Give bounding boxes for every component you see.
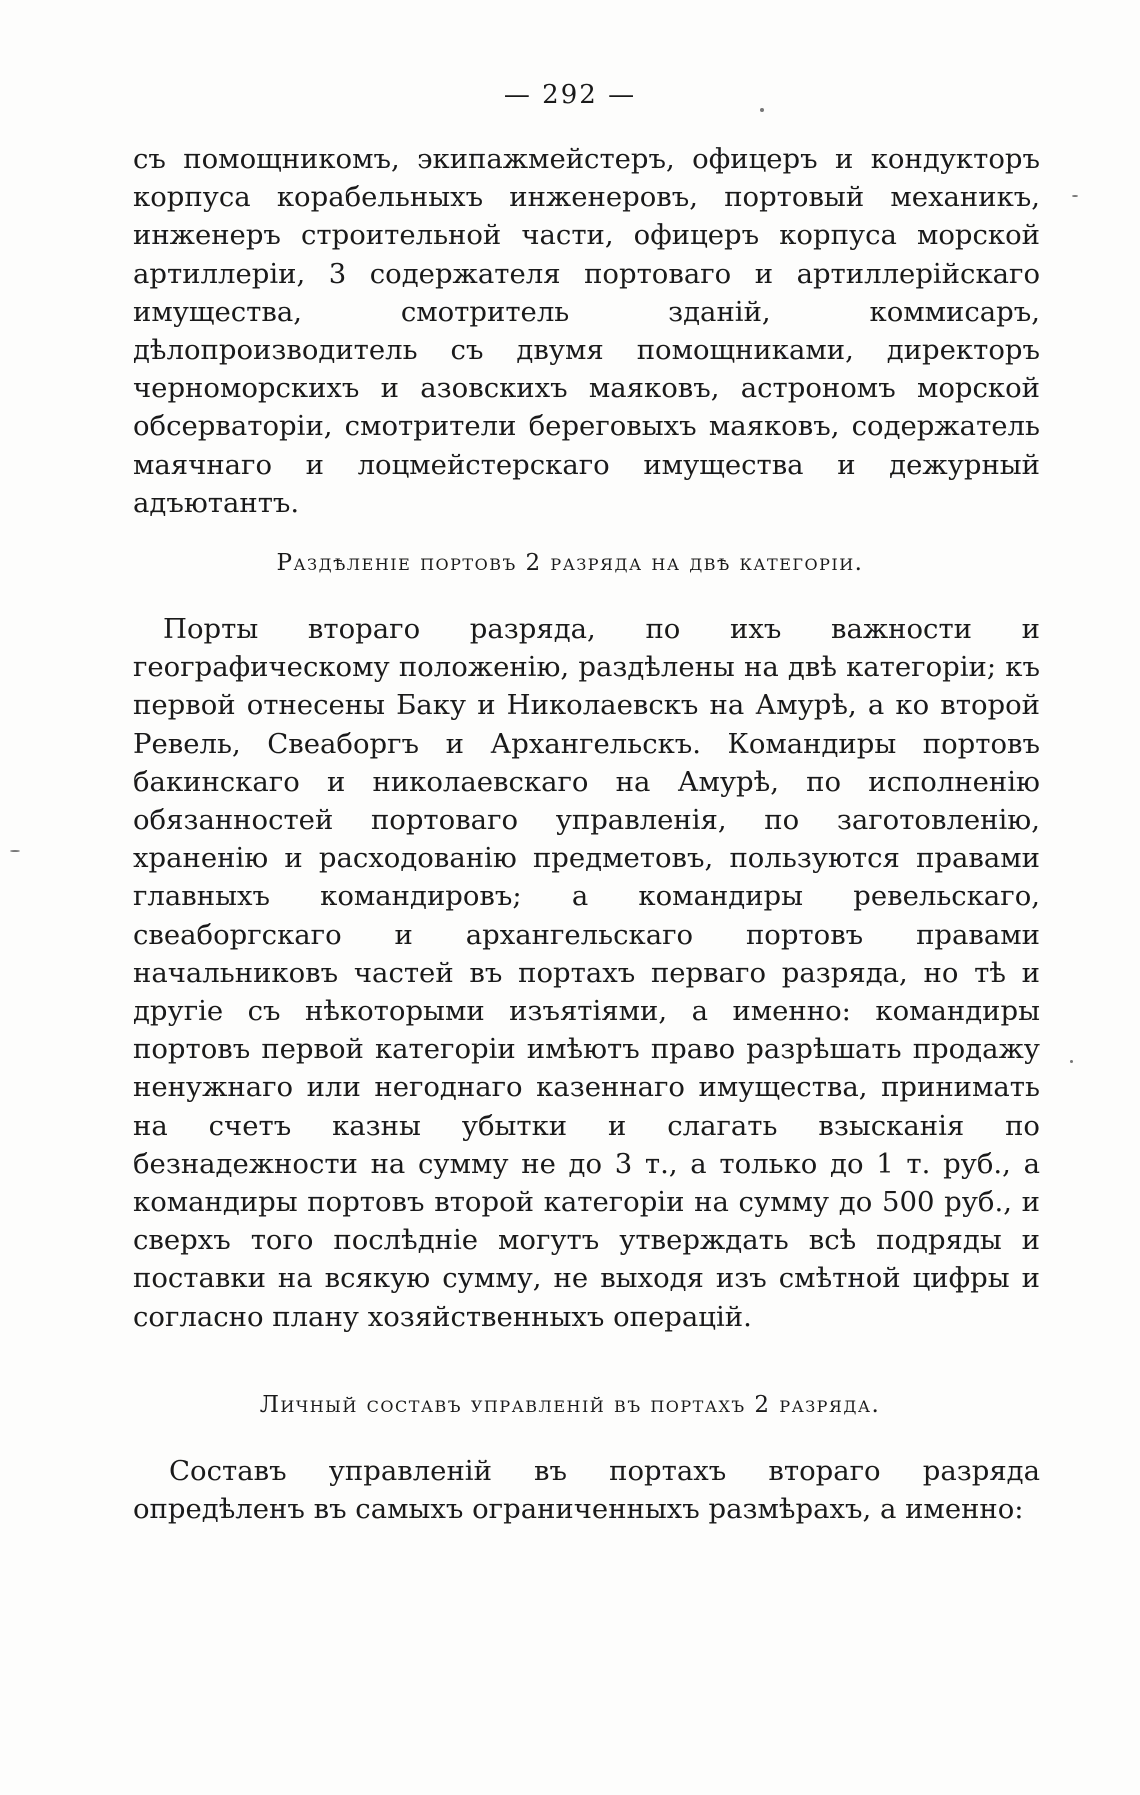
paragraph-text: Порты втораго разряда, по ихъ важности и географическому положенію, раздѣлены на двѣ категоріи; къ первой отнесены Баку и Николаевскъ на Амурѣ, а ко второй Ревель, Свеаборгъ и Архангельскъ. Командиры портовъ бакинскаго и николаевскаго на Амурѣ, по исполненію обязанностей портоваго управленія, по заготовленію, храненію и расходованію предметовъ, пользуются правами главныхъ командировъ; а командиры ревельскаго, свеаборгскаго и архангельскаго портовъ правами начальниковъ частей въ портахъ перваго разряда, но тѣ и другіе съ нѣкоторыми изъятіями, а именно: командиры портовъ первой категоріи имѣютъ право разрѣшать продажу ненужнаго или негоднаго казеннаго имущества, принимать на счетъ казны убытки и слагать взысканія по безнадежности на сумму не до 3 т., а только до 1 т. руб., а командиры портовъ второй категоріи на сумму до 500 руб., и сверхъ того послѣдніе могутъ утверждать всѣ подряды и поставки на всякую сумму, не выходя изъ смѣтной цифры и согласно плану хозяйственныхъ операцій. (133, 613, 1040, 1333)
print-speck (1072, 195, 1078, 197)
paragraph-port-categories (133, 610, 1040, 1336)
paragraph-personnel (133, 1452, 1040, 1528)
section-heading-personnel: Личный составъ управленій въ портахъ 2 разряда. (259, 1392, 881, 1418)
page-number: — 292 — (503, 80, 637, 110)
paragraph-officials-list (133, 140, 1040, 522)
print-speck (1070, 1060, 1073, 1063)
section-heading-port-categories: Раздѣленіе портовъ 2 разряда на двѣ категоріи. (276, 550, 864, 576)
paragraph-text: Составъ управленій въ портахъ втораго разряда опредѣленъ въ самыхъ ограниченныхъ размѣрахъ, а именно: (133, 1455, 1040, 1526)
print-speck (10, 850, 20, 852)
paragraph-text: съ помощникомъ, экипажмейстеръ, офицеръ и кондукторъ корпуса корабельныхъ инженеровъ, портовый механикъ, инженеръ строительной части, офицеръ корпуса морской артиллеріи, 3 содержателя портоваго и артиллерійскаго имущества, смотритель зданій, коммисаръ, дѣлопроизводитель съ двумя помощниками, директоръ черноморскихъ и азовскихъ маяковъ, астрономъ морской обсерваторіи, смотрители береговыхъ маяковъ, содержатель маячнаго и лоцмейстерскаго имущества и дежурный адъютантъ. (133, 143, 1040, 519)
print-speck (760, 108, 764, 112)
